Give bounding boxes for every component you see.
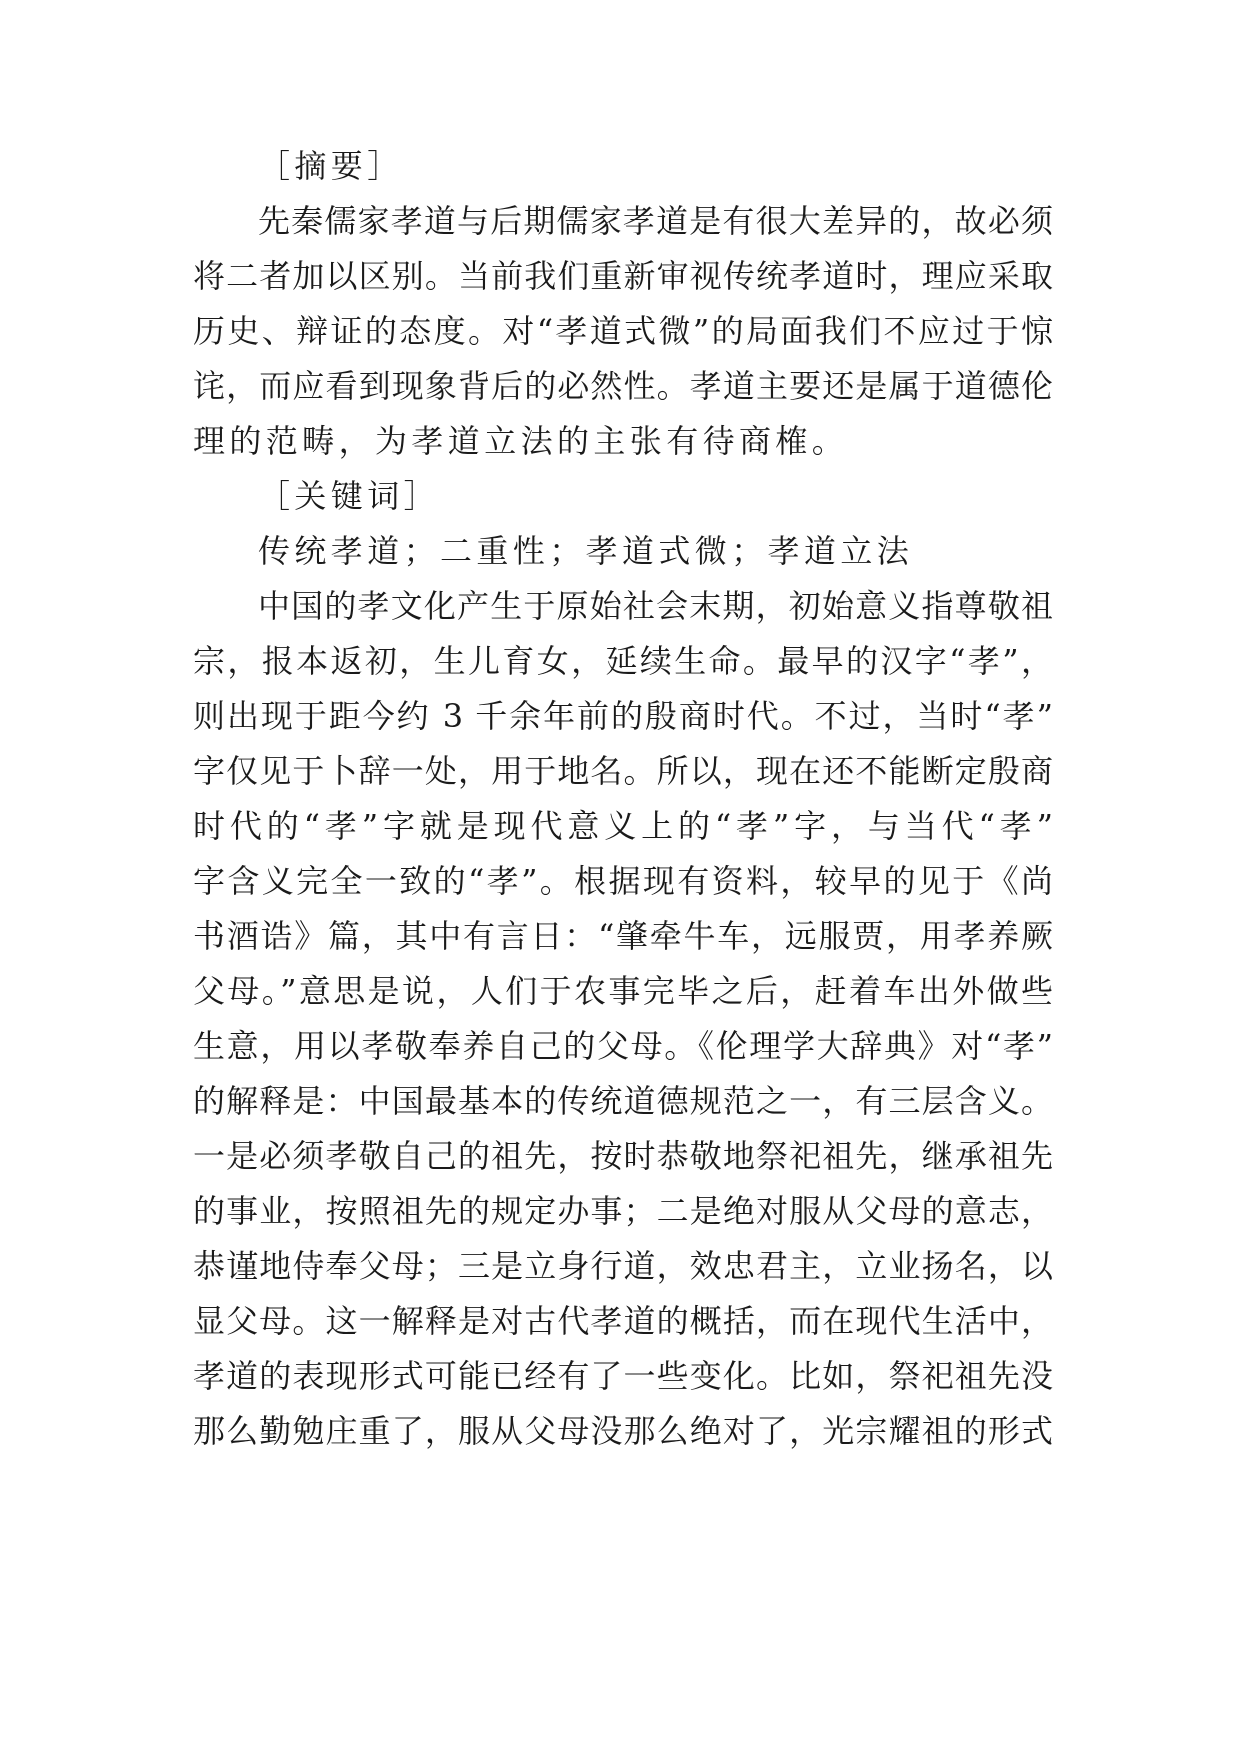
- body-line: 那么勤勉庄重了，服从父母没那么绝对了，光宗耀祖的形式: [193, 1412, 1053, 1450]
- body-line: 时代的“孝”字就是现代意义上的“孝”字，与当代“孝”: [193, 807, 1053, 845]
- body-line: 书酒诰》篇，其中有言日：“肇牵牛车，远服贾，用孝养厥: [193, 917, 1053, 955]
- body-line: 宗，报本返初，生儿育女，延续生命。最早的汉字“孝”，: [193, 642, 1053, 680]
- abstract-line: 历史、辩证的态度。对“孝道式微”的局面我们不应过于惊: [193, 312, 1053, 350]
- body-line: 字仅见于卜辞一处，用于地名。所以，现在还不能断定殷商: [193, 752, 1053, 790]
- abstract-line: 理的范畴，为孝道立法的主张有待商榷。: [193, 422, 849, 460]
- body-line: 一是必须孝敬自己的祖先，按时恭敬地祭祀祖先，继承祖先: [193, 1137, 1053, 1175]
- body-line: 字含义完全一致的“孝”。根据现有资料，较早的见于《尚: [193, 862, 1053, 900]
- body-line: 孝道的表现形式可能已经有了一些变化。比如，祭祀祖先没: [193, 1357, 1053, 1395]
- keywords-text: 传统孝道；二重性；孝道式微；孝道立法: [258, 532, 914, 570]
- abstract-line: 诧，而应看到现象背后的必然性。孝道主要还是属于道德伦: [193, 367, 1053, 405]
- body-line: 显父母。这一解释是对古代孝道的概括，而在现代生活中，: [193, 1302, 1053, 1340]
- abstract-line: 将二者加以区别。当前我们重新审视传统孝道时，理应采取: [193, 257, 1053, 295]
- body-line: 父母。”意思是说，人们于农事完毕之后，赶着车出外做些: [193, 972, 1053, 1010]
- body-line: 中国的孝文化产生于原始社会末期，初始意义指尊敬祖: [258, 587, 1053, 625]
- abstract-heading: ［摘要］: [258, 147, 404, 185]
- abstract-line: 先秦儒家孝道与后期儒家孝道是有很大差异的，故必须: [258, 202, 1053, 240]
- body-line: 的事业，按照祖先的规定办事；二是绝对服从父母的意志，: [193, 1192, 1053, 1230]
- body-line: 恭谨地侍奉父母；三是立身行道，效忠君主，立业扬名，以: [193, 1247, 1053, 1285]
- body-line: 的解释是：中国最基本的传统道德规范之一，有三层含义。: [193, 1082, 1053, 1120]
- body-line: 则出现于距今约 3 千余年前的殷商时代。不过，当时“孝”: [193, 697, 1053, 735]
- body-line: 生意，用以孝敬奉养自己的父母。《伦理学大辞典》对“孝”: [193, 1027, 1053, 1065]
- keywords-heading: ［关键词］: [258, 477, 441, 515]
